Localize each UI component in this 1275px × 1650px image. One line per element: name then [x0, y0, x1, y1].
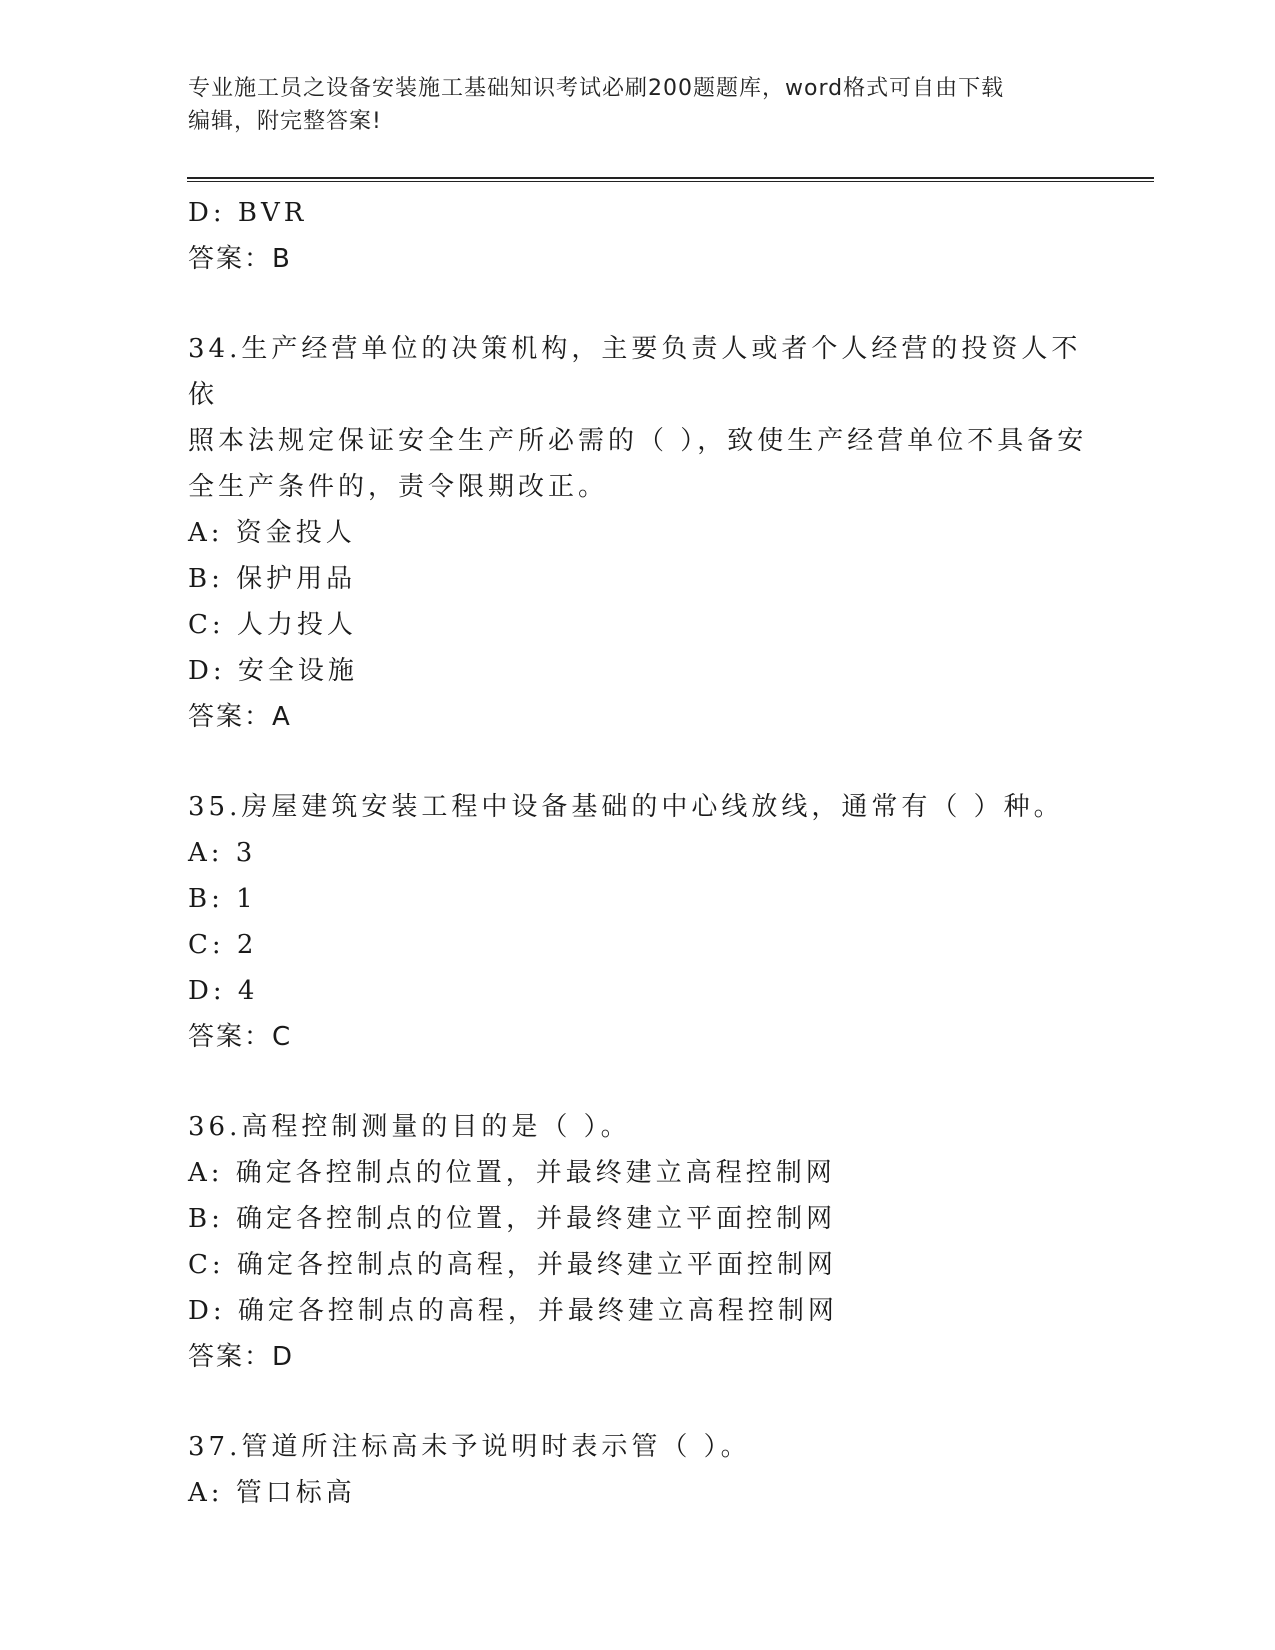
q36-option-d: D: 确定各控制点的高程，并最终建立高程控制网 — [188, 1296, 838, 1326]
q34-option-a: A: 资金投人 — [188, 518, 356, 548]
header-divider — [187, 177, 1154, 182]
q37-option-a: A: 管口标高 — [188, 1478, 356, 1508]
q35-option-d: D: 4 — [188, 976, 259, 1006]
q36-option-a: A: 确定各控制点的位置，并最终建立高程控制网 — [188, 1158, 836, 1188]
q33-option-d: D: BVR — [188, 198, 308, 228]
document-body — [188, 190, 1088, 1516]
q34-stem-line-2: 照本法规定保证安全生产所必需的（ ），致使生产经营单位不具备安 — [188, 426, 1088, 456]
q34-option-c: C: 人力投人 — [188, 610, 357, 640]
q35-option-a: A: 3 — [188, 838, 257, 868]
q33-answer: 答案：B — [188, 244, 292, 274]
q34-stem-line-3: 全生产条件的，责令限期改正。 — [188, 472, 609, 502]
header-line-2: 编辑，附完整答案! — [188, 109, 382, 134]
q36-option-c: C: 确定各控制点的高程，并最终建立平面控制网 — [188, 1250, 837, 1280]
header-line-1: 专业施工员之设备安装施工基础知识考试必刷200题题库，word格式可自由下载 — [188, 76, 1005, 101]
q37-stem: 37.管道所注标高未予说明时表示管（ ）。 — [188, 1432, 751, 1462]
q34-answer: 答案：A — [188, 702, 292, 732]
document-header — [188, 72, 1088, 138]
q34-option-d: D: 安全设施 — [188, 656, 358, 686]
q36-answer: 答案：D — [188, 1342, 295, 1372]
q35-option-b: B: 1 — [188, 884, 257, 914]
q35-option-c: C: 2 — [188, 930, 258, 960]
q34-option-b: B: 保护用品 — [188, 564, 357, 594]
q34-stem — [188, 326, 1088, 510]
q34-stem-line-1: 34.生产经营单位的决策机构，主要负责人或者个人经营的投资人不依 — [188, 334, 1082, 410]
q35-answer: 答案：C — [188, 1022, 293, 1052]
q35-stem: 35.房屋建筑安装工程中设备基础的中心线放线，通常有（ ）种。 — [188, 792, 1064, 822]
q36-option-b: B: 确定各控制点的位置，并最终建立平面控制网 — [188, 1204, 837, 1234]
q36-stem: 36.高程控制测量的目的是（ ）。 — [188, 1112, 631, 1142]
